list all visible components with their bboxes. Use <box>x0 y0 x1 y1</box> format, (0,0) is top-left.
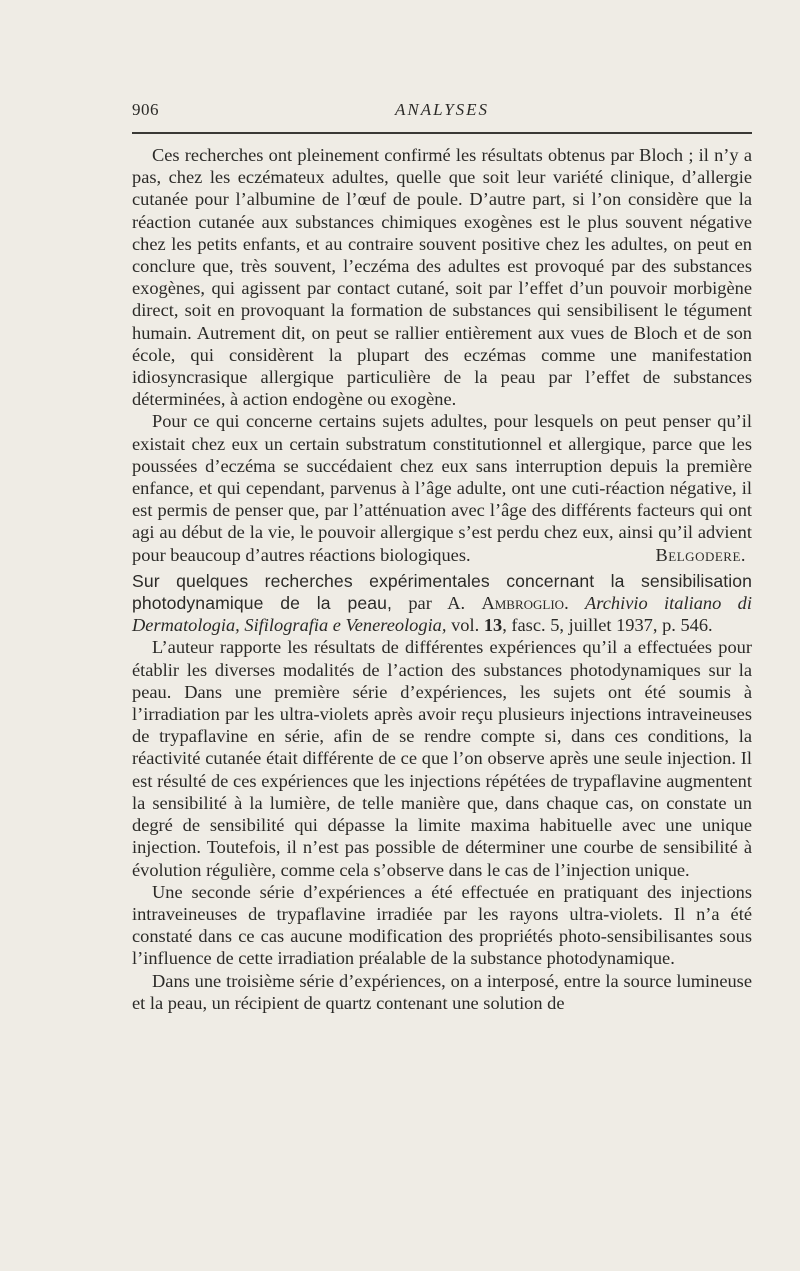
review-paragraph <box>132 410 752 565</box>
review-paragraph: Une seconde série d’expériences a été effectuée en pratiquant des injections intraveineuses de trypaflavine irradiée par les rayons ultra-violets. Il n’a été constaté dans ce cas aucune modification des propriétés photo-sensibilisantes sous l’influence de cette irradiation préalable de la substance photodynamique. <box>132 881 752 969</box>
review-continued <box>132 144 752 566</box>
article-author: Ambroglio. <box>481 593 569 614</box>
volume-label: vol. <box>451 615 480 636</box>
review-paragraph: L’auteur rapporte les résultats de différentes expériences qu’il a effectuées pour établir les diverses modalités de l’action des substances photodynamiques sur la peau. Dans une première série d’expériences, les sujets ont été soumis à l’irradiation par les ultra-violets après avoir reçu plusieurs injections intraveineuses de trypaflavine en série, afin de se rendre compte si, dans ces conditions, la réactivité cutanée était différente de ce que l’on observe après une seule injection. Il est résulté de ces expériences que les injections répétées de trypaflavine augmentent la sensibilité à la lumière, de telle manière que, dans chaque cas, on constate un degré de sensibilité qui dépasse la limite maxima habituelle avec une unique injection. Toutefois, il n’est pas possible de déterminer une courbe de sensibilité à évolution régulière, comme cela s’observe dans le cas de l’injection unique. <box>132 637 752 880</box>
page-header <box>132 100 752 126</box>
article-heading <box>132 570 752 637</box>
reviewer-signature: Belgodere. <box>655 544 746 565</box>
article-title: Sur quelques recherches expérimentales concernant la sensibilisation photodynamique de la peau, <box>132 570 752 614</box>
review-paragraph-text: Pour ce qui concerne certains sujets adultes, pour lesquels on peut penser qu’il existait chez eux un certain substratum constitutionnel et allergique, parce que les poussées d’eczéma se succédaient chez eux sans interruption depuis la première enfance, et qui cependant, parvenus à l’âge adulte, ont une cuti-réaction négative, il est permis de penser que, par l’atténuation avec l’âge des différents facteurs qui ont agi au début de la vie, le pouvoir allergique s’est perdu chez eux, ainsi qu’il advient pour beaucoup d’autres réactions biologiques. <box>132 411 752 565</box>
header-rule <box>132 132 752 134</box>
page-body <box>132 144 752 1014</box>
review-article <box>132 570 752 1014</box>
citation-details: , fasc. 5, juillet 1937, p. 546. <box>502 615 713 636</box>
journal-name: Archivio italiano di Dermatologia, Sifilografia e Venereologia, <box>132 593 752 636</box>
review-paragraph: Ces recherches ont pleinement confirmé les résultats obtenus par Bloch ; il n’y a pas, chez les eczémateux adultes, quelle que soit leur variété clinique, d’allergie cutanée pour l’albumine de l’œuf de poule. D’autre part, si l’on considère que la réaction cutanée aux substances chimiques exogènes est le plus souvent négative chez les petits enfants, et au contraire souvent positive chez les adultes, on peut en conclure que, très souvent, l’eczéma des adultes est provoqué par des substances exogènes, qui agissent par contact cutané, soit par l’effet d’un pouvoir morbigène direct, soit en provoquant la formation de substances qui sensibilisent le tégument humain. Autrement dit, on peut se rallier entièrement aux vues de Bloch et de son école, qui considèrent la plupart des eczémas comme une manifestation idiosyncrasique allergique particulière de la peau par l’effet de substances déterminées, à action endogène ou exogène. <box>132 145 752 410</box>
article-by: par A. <box>408 593 466 614</box>
volume-number: 13 <box>483 615 503 636</box>
review-paragraph: Dans une troisième série d’expériences, on a interposé, entre la source lumineuse et la peau, un récipient de quartz contenant une solution de <box>132 970 752 1013</box>
page-number: 906 <box>132 100 159 119</box>
running-title: ANALYSES <box>394 100 490 119</box>
